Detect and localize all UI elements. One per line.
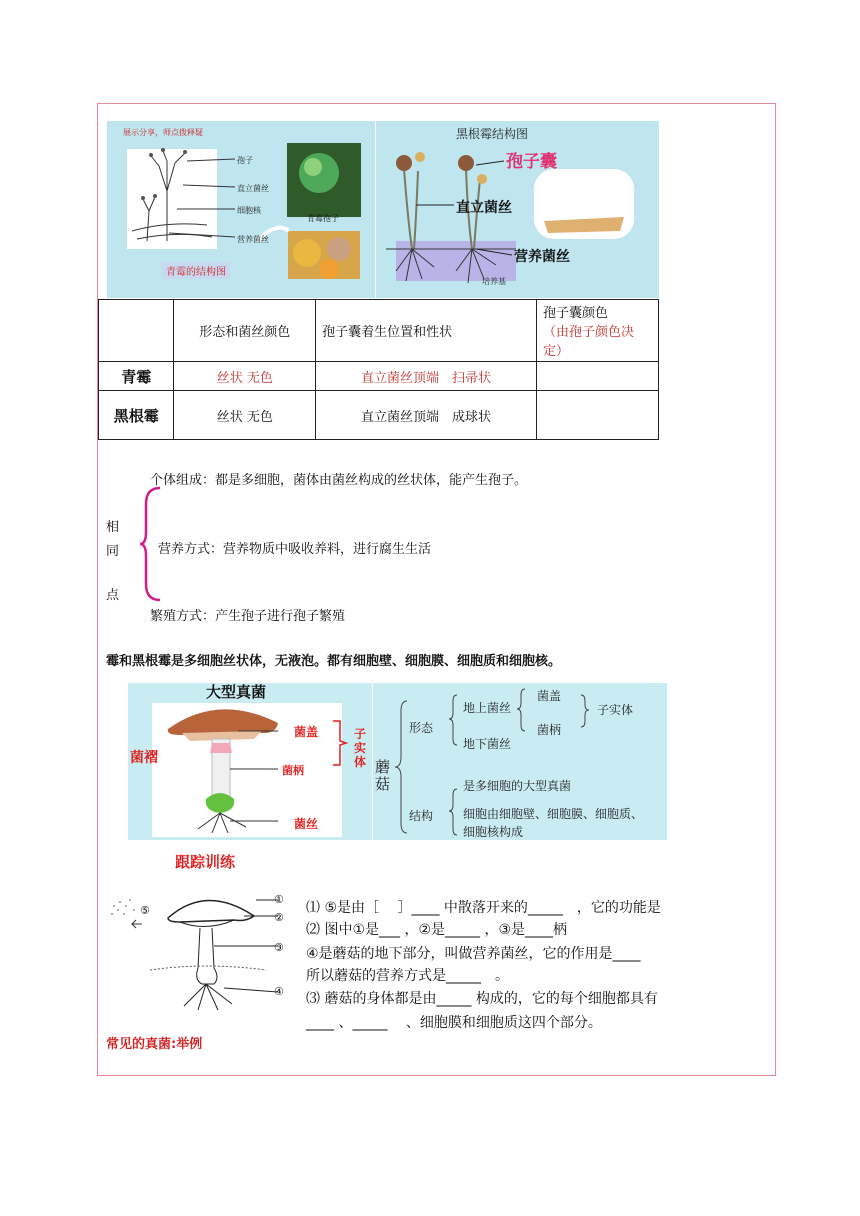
mushroom-concept-chart bbox=[373, 683, 667, 840]
header-color-note: （由孢子颜色决定） bbox=[542, 325, 634, 359]
label-nucleus: 细胞核 bbox=[237, 206, 261, 215]
label-sporangium: 孢子囊 bbox=[506, 152, 557, 172]
row-form: 丝状 无色 bbox=[174, 362, 316, 391]
row-color bbox=[536, 391, 658, 440]
header-color-label: 孢子囊颜色 bbox=[542, 306, 608, 321]
question-line: 所以蘑菇的营养方式是_____ 。 bbox=[306, 968, 509, 984]
header-cell: 孢子囊着生位置和性状 bbox=[316, 300, 537, 362]
chart-fruit: 子实体 bbox=[597, 703, 634, 717]
similarity-item: 繁殖方式：产生孢子进行孢子繁殖 bbox=[150, 609, 346, 624]
header-cell: 形态和菌丝颜色 bbox=[174, 300, 316, 362]
chart-struct-1: 是多细胞的大型真菌 bbox=[463, 779, 572, 793]
exercise-mushroom-diagram bbox=[106, 888, 291, 1018]
side-label-char: 相 bbox=[106, 520, 120, 535]
chart-cap: 菌盖 bbox=[537, 689, 562, 703]
label-nutrient-hypha: 营养菌丝 bbox=[514, 249, 570, 265]
row-color bbox=[536, 362, 658, 391]
rhizopus-structure-image bbox=[376, 121, 659, 298]
comparison-table bbox=[98, 299, 659, 440]
label-spore: 孢子 bbox=[237, 156, 253, 165]
label-upright-hypha: 直立菌丝 bbox=[456, 200, 512, 216]
label-stalk: 菌柄 bbox=[282, 764, 304, 777]
label-fruiting-body: 子实体 bbox=[354, 727, 367, 769]
diagram-mark: ① bbox=[274, 893, 284, 906]
penicillium-structure-image bbox=[107, 121, 375, 298]
header-cell bbox=[99, 300, 174, 362]
question-line: ⑴ ⑤是由［ ］____ 中散落开来的_____ ，它的功能是 bbox=[306, 900, 661, 916]
mushroom-structure-image bbox=[128, 683, 372, 840]
summary-text: 霉和黑根霉是多细胞丝状体，无液泡。都有细胞壁、细胞膜、细胞质和细胞核。 bbox=[106, 654, 562, 669]
label-hypha: 菌丝 bbox=[294, 817, 319, 831]
question-line: ⑵ 图中①是___ ，②是_____ ，③是____柄 bbox=[306, 922, 568, 938]
panel-caption: 展示分享，师点拨释疑 bbox=[123, 128, 203, 137]
chart-struct-2: 细胞由细胞壁、细胞膜、细胞质、 bbox=[463, 807, 644, 821]
mushroom-title: 大型真菌 bbox=[206, 683, 267, 701]
common-fungi-heading: 常见的真菌:举例 bbox=[106, 1037, 203, 1052]
row-name: 青霉 bbox=[99, 362, 174, 391]
chart-form: 形态 bbox=[409, 721, 434, 735]
label-medium: 培养基 bbox=[482, 277, 506, 286]
row-name: 黑根霉 bbox=[99, 391, 174, 440]
diagram-mark: ④ bbox=[274, 985, 284, 998]
chart-struct-3: 细胞核构成 bbox=[463, 825, 524, 839]
diagram-mark: ⑤ bbox=[140, 904, 150, 917]
table-row bbox=[99, 362, 659, 391]
question-line: ⑶ 蘑菇的身体都是由_____ 构成的，它的每个细胞都具有 bbox=[306, 991, 658, 1007]
similarity-item: 个体组成：都是多细胞，菌体由菌丝构成的丝状体，能产生孢子。 bbox=[150, 473, 528, 488]
chart-below: 地下菌丝 bbox=[463, 737, 512, 751]
table-header-row bbox=[99, 300, 659, 362]
mushroom-drawing bbox=[128, 683, 372, 840]
chart-root: 蘑菇 bbox=[375, 758, 391, 793]
row-position: 直立菌丝顶端 成球状 bbox=[316, 391, 537, 440]
side-label-char: 点 bbox=[106, 588, 120, 603]
chart-structure: 结构 bbox=[409, 809, 434, 823]
question-line: ____ 、_____ 、细胞膜和细胞质这四个部分。 bbox=[306, 1015, 602, 1031]
label-upright-hypha: 直立菌丝 bbox=[237, 184, 269, 193]
diagram-mark: ③ bbox=[274, 941, 284, 954]
row-form: 丝状 无色 bbox=[174, 391, 316, 440]
diagram-mark: ② bbox=[274, 911, 284, 924]
label-cap: 菌盖 bbox=[294, 725, 319, 739]
rhizopus-title: 黑根霉结构图 bbox=[456, 127, 529, 141]
row-position: 直立菌丝顶端 扫帚状 bbox=[316, 362, 537, 391]
chart-stalk: 菌柄 bbox=[537, 723, 562, 737]
chart-above: 地上菌丝 bbox=[463, 701, 512, 715]
penicillium-title: 青霉的结构图 bbox=[162, 262, 230, 279]
label-nutrient-hypha: 营养菌丝 bbox=[237, 235, 269, 244]
header-cell bbox=[536, 300, 658, 362]
photo-caption: 青霉孢子 bbox=[307, 214, 339, 223]
similarity-item: 营养方式：营养物质中吸收养料，进行腐生生活 bbox=[158, 542, 432, 557]
practice-title: 跟踪训练 bbox=[175, 853, 236, 871]
label-gill: 菌褶 bbox=[130, 750, 158, 766]
question-line: ④是蘑菇的地下部分，叫做营养菌丝，它的作用是____ bbox=[306, 946, 641, 962]
table-row bbox=[99, 391, 659, 440]
side-label-char: 同 bbox=[106, 544, 120, 559]
